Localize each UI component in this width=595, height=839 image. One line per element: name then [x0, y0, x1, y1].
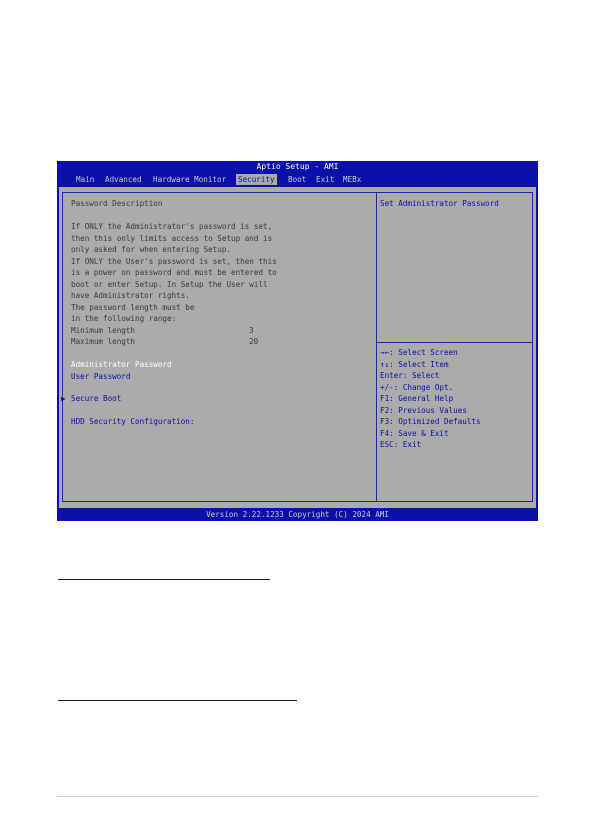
tab-hardware-monitor[interactable]: Hardware Monitor: [153, 175, 227, 184]
item-help-text: Set Administrator Password: [380, 199, 499, 208]
password-description-heading: Password Description: [71, 199, 163, 208]
description-line: in the following range:: [71, 314, 177, 323]
key-hint: F2: Previous Values: [380, 405, 467, 415]
description-line: The password length must be: [71, 302, 195, 312]
key-hint: +/-: Change Opt.: [380, 382, 454, 392]
key-hint: F3: Optimized Defaults: [380, 417, 481, 426]
page-footer-rule: [57, 796, 538, 797]
content-area: [59, 187, 536, 508]
tab-security[interactable]: Security: [238, 175, 275, 184]
heading-underline: [58, 579, 270, 580]
submenu-arrow-icon: ▶: [61, 394, 66, 403]
description-line: have Administrator rights.: [71, 291, 190, 300]
tab-boot[interactable]: Boot: [288, 175, 307, 184]
help-divider: [377, 342, 533, 343]
description-line: If ONLY the Administrator's password is set,: [71, 222, 273, 231]
tab-advanced[interactable]: Advanced: [105, 175, 142, 184]
key-hint: F4: Save & Exit: [380, 428, 449, 438]
user-password-item[interactable]: User Password: [71, 371, 131, 381]
minimum-length-label: Minimum length: [71, 325, 136, 335]
key-hint: Enter: Select: [380, 371, 440, 380]
maximum-length-label: Maximum length: [71, 337, 136, 346]
key-hint: ↑↓: Select Item: [380, 359, 449, 369]
description-line: boot or enter Setup. In Setup the User will: [71, 279, 268, 289]
maximum-length-value: 20: [249, 337, 259, 346]
heading-underline: [58, 700, 297, 701]
tab-mebx[interactable]: MEBx: [343, 175, 362, 184]
description-line: is a power on password and must be entered to: [71, 268, 277, 277]
description-line: only asked for when entering Setup.: [71, 245, 232, 254]
description-line: If ONLY the User's password is set, then this: [71, 256, 277, 266]
hdd-security-configuration-item[interactable]: HDD Security Configuration:: [71, 417, 195, 426]
administrator-password-item[interactable]: Administrator Password: [71, 360, 172, 369]
description-line: then this only limits access to Setup and is: [71, 233, 273, 243]
key-hint: →←: Select Screen: [380, 348, 458, 357]
bios-setup-screen: [57, 161, 538, 521]
key-hint: F1: General Help: [380, 394, 454, 403]
key-hint: ESC: Exit: [380, 440, 422, 449]
window-title: Aptio Setup - AMI: [256, 162, 339, 171]
panel-divider: [376, 192, 377, 502]
minimum-length-value: 3: [249, 325, 254, 335]
secure-boot-item[interactable]: Secure Boot: [71, 394, 122, 403]
tab-exit[interactable]: Exit: [316, 175, 335, 184]
version-footer: Version 2.22.1233 Copyright (C) 2024 AMI: [206, 510, 389, 519]
tab-main[interactable]: Main: [76, 175, 95, 184]
tab-bar: [57, 174, 538, 185]
